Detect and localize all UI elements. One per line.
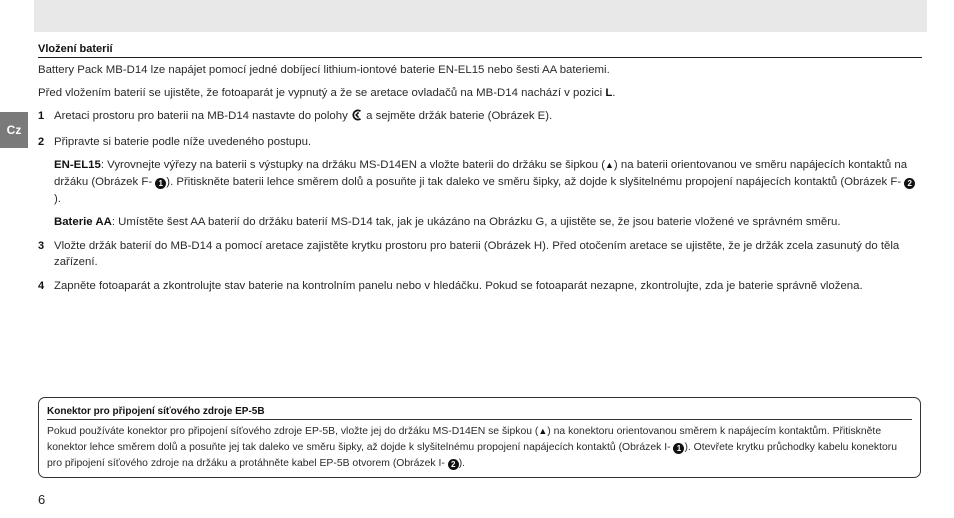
- note-text-c: ). Otevřete krytku průchodky kabelu konektoru pro připojení síťového zdroje na držáku a protáhněte kabel EP-5B otvorem (Obrázek I-: [47, 442, 897, 469]
- main-content: [38, 42, 922, 295]
- unlock-position-icon: [351, 109, 363, 127]
- circled-number-2-icon: 2: [448, 459, 459, 470]
- intro2-position-l: L: [605, 86, 613, 99]
- note-text-a: Pokud používáte konektor pro připojení síťového zdroje EP-5B, vložte jej do držáku MS-D14EN se šipkou (: [47, 426, 539, 437]
- step-number: 1: [38, 110, 45, 123]
- sub-aa-text: : Umístěte šest AA baterií do držáku baterií MS-D14 tak, jak je ukázáno na Obrázku G, a ujistěte se, že jsou baterie vložené ve správném směru.: [111, 216, 841, 229]
- sub-aa-lead: Baterie AA: [54, 216, 112, 229]
- sub-enel15-text-b: ) na baterii orientovanou ve směru napájecích kontaktů na držáku (Obrázek F-: [54, 159, 908, 188]
- step-1-text-b: a sejměte držák baterie (Obrázek E).: [362, 110, 553, 123]
- note-text-b: ) na konektoru orientovanou směrem k napájecím kontaktům. Přitiskněte konektor lehce směrem dolů a posuňte jej tak daleko ve směru šipky, až dojde k slyšitelnému propojení napájecích kontaktů (Obrázek I-: [47, 426, 882, 453]
- sub-enel15-text-d: ).: [54, 192, 61, 205]
- sub-enel15-text-a: : Vyrovnejte výřezy na baterii s výstupky na držáku MS-D14EN a vložte baterii do držáku se šipkou (: [100, 159, 605, 172]
- section-title: Vložení baterií: [38, 42, 922, 58]
- intro2-text-a: Před vložením baterií se ujistěte, že fotoaparát je vypnutý a že se aretace ovladačů na MB-D14 nachází v pozici: [38, 86, 606, 99]
- note-title: Konektor pro připojení síťového zdroje EP-5B: [47, 405, 912, 420]
- note-text: [47, 423, 912, 472]
- sub-enel15-lead: EN-EL15: [54, 159, 101, 172]
- triangle-icon: ▲: [538, 426, 548, 436]
- step-1: [38, 108, 922, 127]
- step-3: [38, 238, 922, 271]
- language-tab: [0, 112, 28, 148]
- step-1-text-a: Aretaci prostoru pro baterii na MB-D14 nastavte do polohy: [54, 110, 351, 123]
- step-2: [38, 134, 922, 151]
- intro-paragraph-2: [38, 85, 922, 102]
- circled-number-1-icon: 1: [155, 178, 166, 189]
- step-3-text: Vložte držák baterií do MB-D14 a pomocí aretace zajistěte krytku prostoru pro baterii (Obrázek H). Před otočením aretace se ujistěte, že je držák zcela zasunutý do těla zařízení.: [54, 239, 900, 269]
- step-number: 4: [38, 279, 45, 292]
- step-4: [38, 278, 922, 295]
- step-number: 2: [38, 135, 45, 148]
- note-text-d: ).: [458, 458, 466, 469]
- step-4-text: Zapněte fotoaparát a zkontrolujte stav baterie na kontrolním panelu nebo v hledáčku. Pokud se fotoaparát nezapne, zkontrolujte, zda je baterie správně vložena.: [54, 279, 863, 292]
- language-tab-label: Cz: [6, 122, 22, 137]
- header-band: [34, 0, 927, 32]
- circled-number-1-icon: 1: [673, 443, 684, 454]
- circled-number-2-icon: 2: [904, 178, 915, 189]
- intro2-text-c: .: [612, 86, 616, 99]
- sub-enel15: [38, 157, 922, 207]
- triangle-icon: ▲: [605, 160, 614, 171]
- intro-paragraph-1: Battery Pack MB-D14 lze napájet pomocí jedné dobíjecí lithium-iontové baterie EN-EL15 nebo šesti AA bateriemi.: [38, 64, 610, 76]
- sub-aa: [38, 214, 922, 231]
- step-number: 3: [38, 239, 45, 252]
- page-number: 6: [38, 492, 46, 507]
- sub-enel15-text-c: ). Přitiskněte baterii lehce směrem dolů a posuňte ji tak daleko ve směru šipky, až dojde k slyšitelnému propojení napájecích kontaktů (Obrázek F-: [166, 175, 905, 188]
- note-box: [38, 397, 921, 478]
- step-2-text: Připravte si baterie podle níže uvedeného postupu.: [54, 135, 312, 148]
